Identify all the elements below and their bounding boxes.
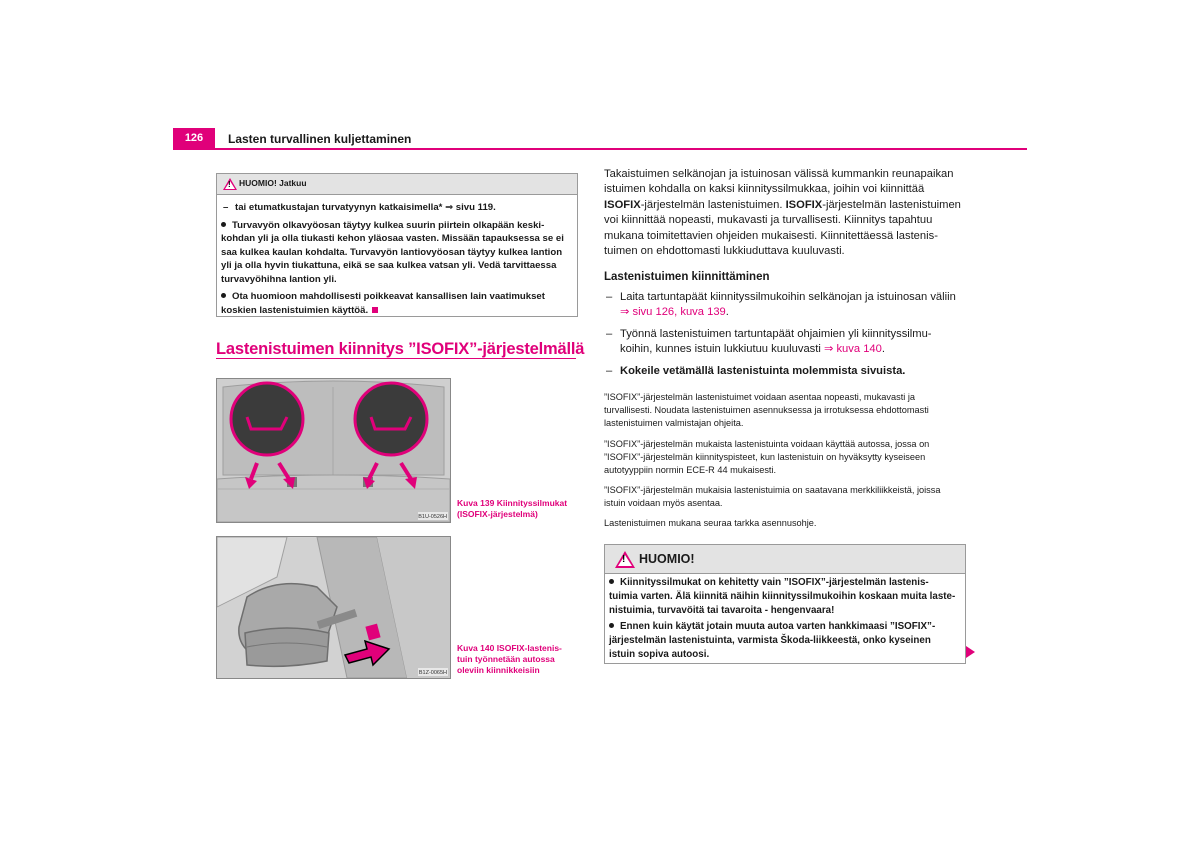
install-step-2: – Työnnä lastenistuimen tartuntapäät ohjaimien yli kiinnityssilmu- koihin, kunnes istuin lukkiutuu kuuluvasti ⇒ kuva 140. [606,328,932,356]
intro-bold-term: ISOFIX [785,198,823,211]
warning-bullet-1-line: Turvavyön olkavyöosan täytyy kulkea suurin piirtein olkapään keski- [232,219,545,231]
intro-line: Takaistuimen selkänojan ja istuinosan välissä kummankin reunapaikan [604,168,954,180]
note-line: ”ISOFIX”-järjestelmän kiinnityspisteet, kun lastenistuin on hyväksytty kyseiseen [604,452,926,462]
section-heading-rule [216,358,576,359]
note-line: istuin voidaan myös asentaa. [604,498,723,508]
warning-right-line: tuimia varten. Älä kiinnitä näihin kiinnityssilmukoihin koskaan muita laste- [609,591,956,602]
note-line: turvallisesti. Noudata lastenistuimen asennuksessa ja irrotuksessa ehdottomasti [604,405,929,415]
figure-140-caption-line: tuin työnnetään autossa [457,654,555,664]
note-paragraph-4 [604,517,974,530]
warning-box-title: HUOMIO! Jatkuu [239,178,307,188]
figure-139-caption [457,498,587,520]
warning-bullet-1-line: kohdan yli ja olla tiukasti kehon yläosaa vasten. Missään tapauksessa se ei [221,233,564,244]
bullet-icon [609,623,614,628]
exclamation-icon: ! [622,554,626,565]
bullet-icon [221,293,226,298]
install-subheading: Lastenistuimen kiinnittäminen [604,271,770,283]
step-dash: – [606,328,613,340]
intro-line: -järjestelmän lastenistuimen. [640,198,786,211]
warning-right-line: Kiinnityssilmukat on kehitetty vain ”ISOFIX”-järjestelmän lastenis- [620,577,929,588]
warning-right-line: istuin sopiva autoosi. [609,649,710,660]
step-2-reference-link[interactable]: ⇒ kuva 140 [823,343,882,356]
warning-box-header [605,545,965,574]
figure-140-caption-line: oleviin kiinnikkeisiin [457,665,540,675]
header-rule [173,148,1027,150]
note-line: Lastenistuimen mukana seuraa tarkka asennusohje. [604,518,817,528]
warning-bullet-1-line: saa kulkea kaulan kohdalta. Turvavyön lantiovyöosan täytyy kulkea lantion [221,246,563,258]
warning-box-continued [216,173,578,317]
exclamation-icon: ! [228,180,231,189]
warning-box-title: HUOMIO! [639,552,695,566]
warning-bullet-2 [221,290,573,317]
figure-139-isofix-loops [216,378,451,523]
note-paragraph-3 [604,484,974,510]
step-2-text: koihin, kunnes istuin lukkiutuu kuuluvasti [620,343,824,356]
bullet-icon [221,222,226,227]
note-paragraph-2 [604,438,974,477]
step-1-reference-link[interactable]: ⇒ sivu 126, kuva 139 [620,306,726,319]
running-title: Lasten turvallinen kuljettaminen [228,132,412,146]
intro-line: -järjestelmän lastenistuimen [822,198,961,211]
warning-right-line: Ennen kuin käytät jotain muuta autoa varten hankkimaasi ”ISOFIX”- [620,621,936,632]
warning-box-header [217,174,577,195]
section-heading: Lastenistuimen kiinnitys ”ISOFIX”-järjestelmällä [216,340,585,358]
warning-right-line: nistuimia, turvavöitä tai tavaroita - hengenvaara! [609,605,835,616]
warning-right-bullet-1 [609,576,963,618]
warning-box [604,544,966,664]
note-line: ”ISOFIX”-järjestelmän lastenistuimet voidaan asentaa nopeasti, mukavasti ja [604,392,915,402]
install-step-3 [604,364,974,379]
install-step-1: – Laita tartuntapäät kiinnityssilmukoihin selkänojan ja istuinosan väliin ⇒ sivu 126, kuva 139. [606,291,956,319]
intro-bold-term: ISOFIX [604,198,641,211]
figure-140-caption-line: Kuva 140 ISOFIX-lastenis- [457,643,562,653]
warning-dash-text: tai etumatkustajan turvatyynyn katkaisimella* ⇒ sivu 119. [235,202,496,213]
intro-line: tuimen on ehdottomasti lukkiuduttava kuuluvasti. [604,245,845,258]
page-number: 126 [173,128,215,149]
intro-paragraph [604,167,974,259]
continue-arrow-icon [966,646,975,658]
step-1-text: Laita tartuntapäät kiinnityssilmukoihin selkänojan ja istuinosan väliin [620,291,956,303]
note-line: ”ISOFIX”-järjestelmän mukaisia lastenistuimia on saatavana merkkiliikkeistä, joissa [604,485,941,495]
warning-right-line: järjestelmän lastenistuinta, varmista Škoda-liikkeestä, onko kyseinen [609,635,931,646]
warning-bullet-1 [221,219,573,287]
warning-bullet-2-line: koskien lastenistuimien käyttöä. [221,304,369,316]
figure-139-code: B1U-0526H [418,514,447,520]
figure-139-caption-line: Kuva 139 Kiinnityssilmukat [457,498,568,508]
figure-140-caption [457,643,587,676]
warning-right-bullet-2 [609,620,963,662]
warning-dash-item: – tai etumatkustajan turvatyynyn katkaisimella* ⇒ sivu 119. [223,202,496,213]
step-2-text: Työnnä lastenistuimen tartuntapäät ohjaimien yli kiinnityssilmu- [620,328,932,340]
step-3-text: Kokeile vetämällä lastenistuinta molemmista sivuista. [620,365,906,377]
note-paragraph-1 [604,391,974,430]
warning-bullet-1-line: turvavyöhihna lantion yli. [221,273,337,285]
note-line: lastenistuimen valmistajan ohjeita. [604,418,744,428]
intro-line: mukana toimitettavien ohjeiden mukaisesti. Kiinnitettäessä lastenis- [604,229,938,242]
intro-line: istuimen kohdalla on kaksi kiinnityssilmukkaa, joihin voi kiinnittää [604,183,925,196]
bullet-icon [609,579,614,584]
warning-bullet-1-line: yli ja olla hyvin tiukattuna, eikä se saa kulkea vatsan yli. Vedä tarvittaessa [221,260,557,271]
step-dash: – [606,291,613,303]
figure-140-isofix-seat [216,536,451,679]
figure-140-code: B1Z-0065H [418,670,447,676]
figure-139-caption-line: (ISOFIX-järjestelmä) [457,509,538,519]
end-mark-icon [372,307,378,313]
note-line: ”ISOFIX”-järjestelmän mukaista lastenistuinta voidaan käyttää autossa, jossa on [604,439,930,449]
intro-line: voi kiinnittää nopeasti, mukavasti ja turvallisesti. Kiinnitys tapahtuu [604,214,933,227]
step-dash: – [606,365,613,377]
warning-bullet-2-line: Ota huomioon mahdollisesti poikkeavat kansallisen lain vaatimukset [232,291,545,302]
note-line: autotyyppiin normin ECE-R 44 mukaisesti. [604,465,777,475]
